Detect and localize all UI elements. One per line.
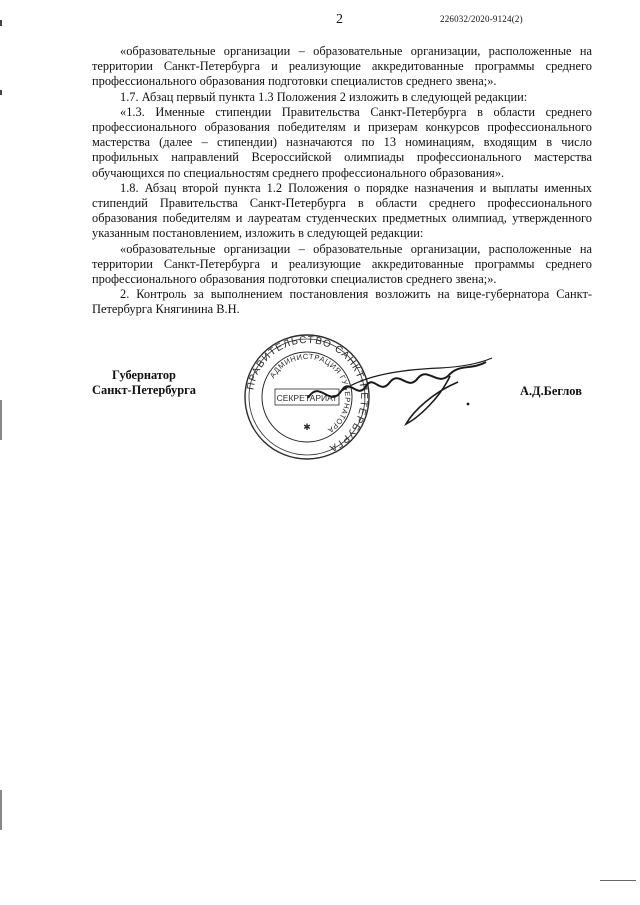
scan-edge-mark — [0, 20, 2, 26]
page-number: 2 — [336, 12, 343, 27]
paragraph: 1.8. Абзац второй пункта 1.2 Положения о порядке назначения и выплаты именных стипендий Правительства Санкт-Петербурга в области среднего профессионального образования победителям и лауреатам студенческих предметных олимпиад, утвержденного указанным постановлением, изложить в следующей редакции: — [92, 180, 592, 241]
signer-title — [88, 368, 200, 398]
scan-edge-mark — [0, 400, 2, 440]
scan-edge-mark — [600, 880, 636, 881]
signature-block — [0, 330, 640, 460]
document-code: 226032/2020-9124(2) — [440, 14, 523, 24]
seal-outer-text: ПРАВИТЕЛЬСТВО САНКТ-ПЕТЕРБУРГА — [245, 334, 370, 454]
signer-position: Губернатор — [112, 368, 176, 382]
paragraph: «1.3. Именные стипендии Правительства Санкт-Петербурга в области среднего профессионального образования победителям и призерам конкурсов профессионального мастерства (далее – стипендии) назначаются по 13 номинациям, входящим в число профильных направлений Всероссийской олимпиады профессионального мастерства обучающихся по специальностям среднего профессионального образования». — [92, 104, 592, 180]
paragraph: 2. Контроль за выполнением постановления возложить на вице-губернатора Санкт-Петербурга Княгинина В.Н. — [92, 287, 592, 317]
paragraph: «образовательные организации – образовательные организации, расположенные на территории Санкт-Петербурга и реализующие аккредитованные программы среднего профессионального образования подготовки специалистов среднего звена;». — [92, 44, 592, 89]
paragraph: «образовательные организации – образовательные организации, расположенные на территории Санкт-Петербурга и реализующие аккредитованные программы среднего профессионального образования подготовки специалистов среднего звена;». — [92, 241, 592, 287]
svg-text:✱: ✱ — [303, 423, 311, 433]
seal-center-text: СЕКРЕТАРИАТ — [276, 393, 338, 403]
scan-edge-mark — [0, 790, 2, 830]
seal-inner-text: АДМИНИСТРАЦИЯ ГУБЕРНАТОРА — [267, 351, 353, 436]
signer-region: Санкт-Петербурга — [92, 383, 196, 397]
scan-edge-mark — [0, 90, 2, 95]
paragraph: 1.7. Абзац первый пункта 1.3 Положения 2 изложить в следующей редакции: — [120, 89, 528, 104]
document-body — [92, 44, 592, 318]
handwritten-signature — [300, 348, 500, 428]
signer-name: А.Д.Беглов — [520, 384, 582, 398]
